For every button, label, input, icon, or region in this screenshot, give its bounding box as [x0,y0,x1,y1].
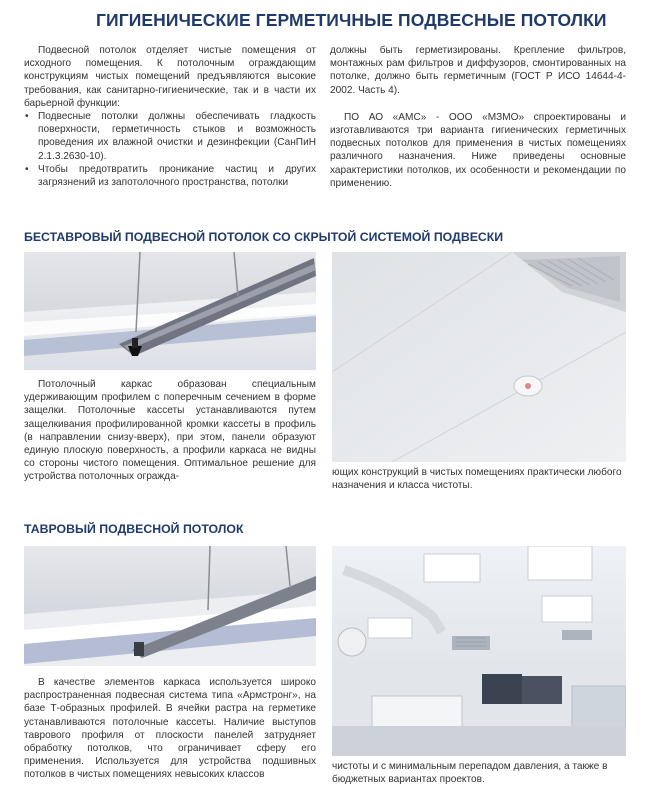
operating-room-photo [332,546,626,756]
intro-right-column [330,44,626,190]
list-item: • Чтобы предотвратить проникание частиц и других загрязнений из запотолочного пространства, потолки [24,163,316,189]
intro-paragraph: Подвесной потолок отделяет чистые помещения от исходного помещения. К потолочным ограждающим конструкциям чистых помещений предъявляются высокие требования, как санитарно-гигиенические, так и в части их барьерной функции: [24,45,316,109]
hidden-suspension-photo [24,252,316,370]
section1-text-right: ющих конструкций в чистых помещениях практически любого назначения и класса чистоты. [332,467,622,492]
list-item: • Подвесные потолки должны обеспечивать гладкость поверхности, герметичность стыков и возможность проведения их влажной очистки и дезинфекции (СанПиН 2.1.3.2630-10). [24,110,316,163]
section2-text-right: чистоты и с минимальным перепадом давления, а также в бюджетных вариантах проектов. [332,761,608,786]
page-title: ГИГИЕНИЧЕСКИЕ ГЕРМЕТИЧНЫЕ ПОДВЕСНЫЕ ПОТОЛКИ [96,10,607,30]
requirements-list [24,110,316,189]
section1-text-left: Потолочный каркас образован специальным удерживающим профилем с поперечным сечением в форме защелки. Потолочные кассеты устанавливаются путем защелкивания профилированной кромки кассеты в профиль (в направлении снизу-вверх), при этом, панели образуют единую плоскую поверхность, а профили каркаса не видны со стороны чистого помещения. Оптимальное решение для устройства потолочных огражда- [24,379,316,483]
intro-right-paragraph-1: должны быть герметизированы. Крепление фильтров, монтажных рам фильтров и диффузоров, смонтированных на потолке, должно быть герметичным (ГОСТ Р ИСО 14644-4-2002. Часть 4). [330,45,626,96]
section2-heading: ТАВРОВЫЙ ПОДВЕСНОЙ ПОТОЛОК [24,522,244,536]
cleanroom-ceiling-photo [332,252,626,462]
t-bar-ceiling-photo [24,546,316,666]
intro-right-paragraph-2: ПО АО «АМС» - ООО «МЗМО» спроектированы и изготавливаются три варианта гигиенических герметичных подвесных потолков для применения в чистых помещениях различного назначения. Ниже приведены основные характеристики потолков, их особенности и рекомендации по применению. [330,111,626,189]
section2-text-left: В качестве элементов каркаса используется широко распространенная подвесная система типа «Армстронг», на базе Т-образных профилей. В ячейки растра на герметике устанавливаются потолочные кассеты. Наличие выступов таврового профиля от плоскости панелей затрудняет обработку потолков, что ограничивает сферу его применения. Используется для устройства подшивных потолков в чистых помещениях невысоких классов [24,677,316,781]
intro-left-column [24,44,316,189]
section1-heading: БЕСТАВРОВЫЙ ПОДВЕСНОЙ ПОТОЛОК СО СКРЫТОЙ СИСТЕМОЙ ПОДВЕСКИ [24,230,504,244]
